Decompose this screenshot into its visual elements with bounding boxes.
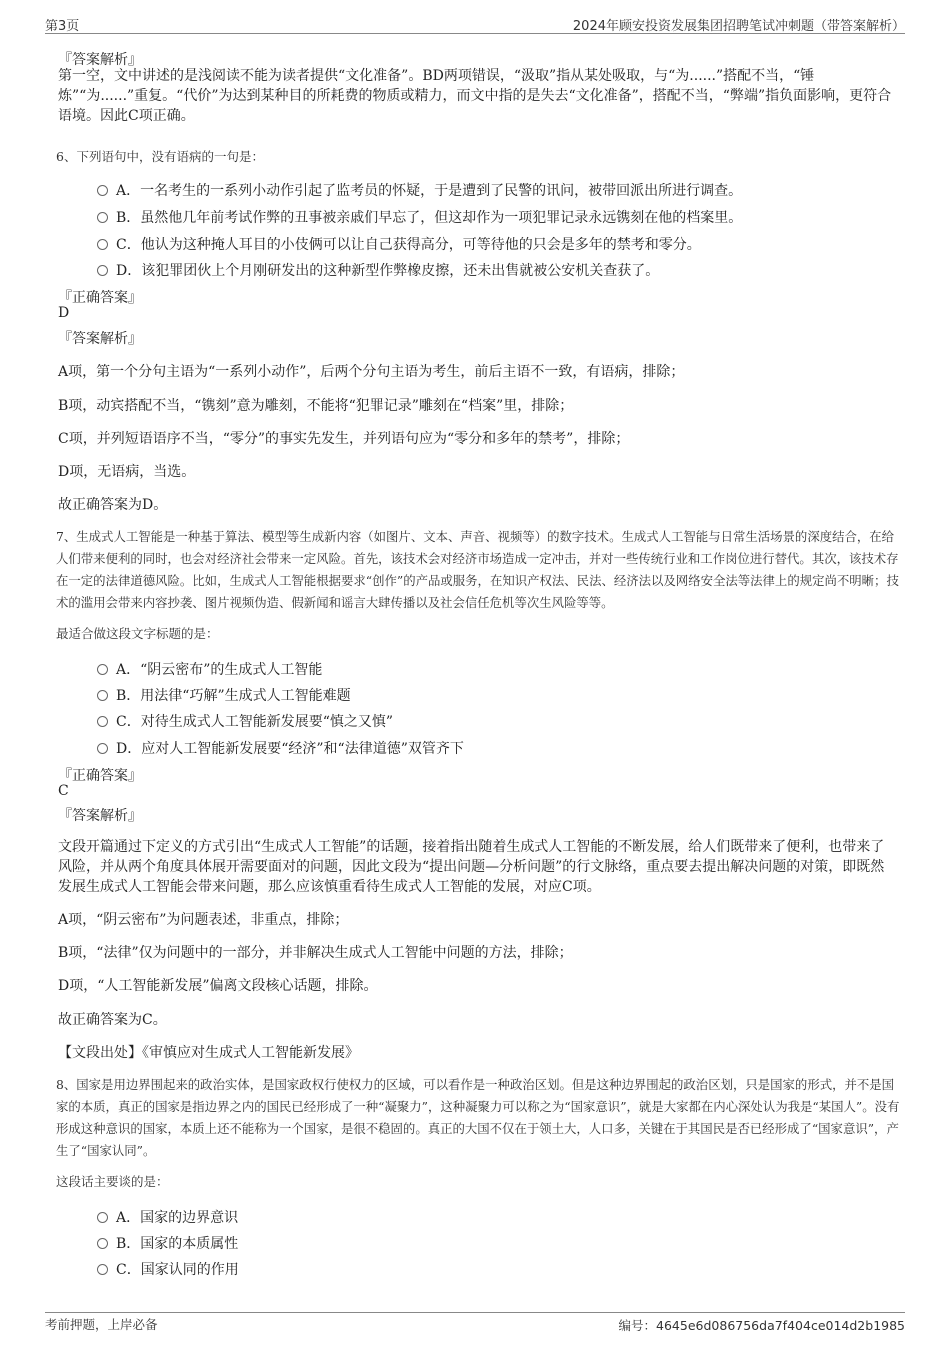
q6-analysis-line: C项，并列短语语序不当，“零分”的事实先发生，并列语句应为“零分和多年的禁考”，排除； (58, 431, 630, 447)
q6-option-b[interactable]: B．虽然他几年前考试作弊的丑事被亲戚们早忘了，但这却作为一项犯罪记录永远镌刻在他的档案里。 (97, 207, 742, 227)
q7-analysis-line: B项，“法律”仅为问题中的一部分，并非解决生成式人工智能中问题的方法，排除； (58, 945, 573, 961)
q7-option-b[interactable]: B．用法律“巧解”生成式人工智能难题 (97, 685, 351, 705)
q7-analysis-line: 故正确答案为C。 (58, 1012, 167, 1028)
q6-analysis-label: 『答案解析』 (58, 331, 142, 347)
q7-analysis-label: 『答案解析』 (58, 808, 142, 824)
q5-analysis-text: 第一空，文中讲述的是浅阅读不能为读者提供“文化准备”。BD两项错误，“汲取”指从某处吸取，与“为......”搭配不当，“锤炼”“为......”重复。“代价”为达到某种目的所耗费的物质或精力，而文中指的是失去“文化准备”，搭配不当，“弊端”指负面影响，更符合语境。因此C项正确。 (58, 68, 892, 124)
radio-icon[interactable] (97, 664, 108, 675)
q8-option-c[interactable]: C．国家认同的作用 (97, 1259, 239, 1279)
document-title: 2024年顾安投资发展集团招聘笔试冲刺题（带答案解析） (572, 19, 905, 34)
q7-analysis-line: D项，“人工智能新发展”偏离文段核心话题，排除。 (58, 978, 378, 994)
q6-analysis-line: 故正确答案为D。 (58, 497, 168, 513)
q7-answer: C (58, 783, 69, 799)
page-footer (45, 1312, 905, 1333)
document-code: 编号：4645e6d086756da7f404ce014d2b1985 (618, 1318, 905, 1333)
q7-question: 最适合做这段文字标题的是： (56, 626, 219, 641)
radio-icon[interactable] (97, 185, 108, 196)
q8-question: 这段话主要谈的是： (56, 1174, 169, 1189)
q7-option-c[interactable]: C．对待生成式人工智能新发展要“慎之又慎” (97, 711, 393, 731)
radio-icon[interactable] (97, 1264, 108, 1275)
q7-correct-label: 『正确答案』 (58, 768, 142, 784)
radio-icon[interactable] (97, 743, 108, 754)
radio-icon[interactable] (97, 716, 108, 727)
q7-option-a[interactable]: A．“阴云密布”的生成式人工智能 (97, 659, 322, 679)
page-number: 第3页 (45, 19, 80, 34)
q6-option-d[interactable]: D．该犯罪团伙上个月刚研发出的这种新型作弊橡皮擦，还未出售就被公安机关查获了。 (97, 260, 659, 280)
q7-source: 【文段出处】《审慎应对生成式人工智能新发展》 (58, 1045, 359, 1061)
page-header (45, 13, 905, 34)
q6-analysis-line: D项，无语病，当选。 (58, 464, 196, 480)
q6-option-c[interactable]: C．他认为这种掩人耳目的小伎俩可以让自己获得高分，可等待他的只会是多年的禁考和零分。 (97, 234, 701, 254)
radio-icon[interactable] (97, 212, 108, 223)
q7-analysis-text: 文段开篇通过下定义的方式引出“生成式人工智能”的话题，接着指出随着生成式人工智能的不断发展，给人们既带来了便利，也带来了风险，并从两个角度具体展开需要面对的问题，因此文段为“提出问题—分析问题”的行文脉络，重点要去提出解决问题的对策，即既然发展生成式人工智能会带来问题，那么应该慎重看待生成式人工智能的发展，对应C项。 (58, 839, 885, 895)
q7-option-d[interactable]: D．应对人工智能新发展要“经济”和“法律道德”双管齐下 (97, 738, 464, 758)
q5-analysis-label: 『答案解析』 (58, 52, 142, 68)
q6-option-a[interactable]: A．一名考生的一系列小动作引起了监考员的怀疑，于是遭到了民警的讯问，被带回派出所进行调查。 (97, 180, 742, 200)
q7-analysis-line: A项，“阴云密布”为问题表述，非重点，排除； (58, 912, 349, 928)
q6-correct-label: 『正确答案』 (58, 290, 142, 306)
q7-passage: 7、生成式人工智能是一种基于算法、模型等生成新内容（如图片、文本、声音、视频等）的数字技术。生成式人工智能与日常生活场景的深度结合，在给人们带来便利的同时，也会对经济社会带来一定风险。首先，该技术会对经济市场造成一定冲击，并对一些传统行业和工作岗位进行替代。其次，该技术存在一定的法律道德风险。比如，生成式人工智能根据要求“创作”的产品或服务，在知识产权法、民法、经济法以及网络安全法等法律上的规定尚不明晰；技术的滥用会带来内容抄袭、图片视频伪造、假新闻和谣言大肆传播以及社会信任危机等次生风险等等。 (56, 529, 899, 610)
radio-icon[interactable] (97, 1238, 108, 1249)
radio-icon[interactable] (97, 1212, 108, 1223)
q6-answer: D (58, 305, 70, 321)
q8-passage: 8、国家是用边界围起来的政治实体，是国家政权行使权力的区域，可以看作是一种政治区划。但是这种边界围起的政治区划，只是国家的形式，并不是国家的本质，真正的国家是指边界之内的国民已经形成了一种“凝聚力”，这种凝聚力可以称之为“国家意识”，就是大家都在内心深处认为我是“某国人”。没有形成这种意识的国家，本质上还不能称为一个国家，是很不稳固的。真正的大国不仅在于领土大，人口多，关键在于其国民是否已经形成了“国家意识”，产生了“国家认同”。 (56, 1077, 900, 1158)
q8-option-b[interactable]: B．国家的本质属性 (97, 1233, 238, 1253)
footer-slogan: 考前押题，上岸必备 (45, 1317, 158, 1332)
radio-icon[interactable] (97, 265, 108, 276)
radio-icon[interactable] (97, 690, 108, 701)
q6-question: 6、下列语句中，没有语病的一句是： (56, 149, 264, 164)
q6-analysis-line: A项，第一个分句主语为“一系列小动作”，后两个分句主语为考生，前后主语不一致，有语病，排除； (58, 364, 685, 380)
q8-option-a[interactable]: A．国家的边界意识 (97, 1207, 238, 1227)
q6-analysis-line: B项，动宾搭配不当，“镌刻”意为雕刻，不能将“犯罪记录”雕刻在“档案”里，排除； (58, 398, 574, 414)
radio-icon[interactable] (97, 239, 108, 250)
